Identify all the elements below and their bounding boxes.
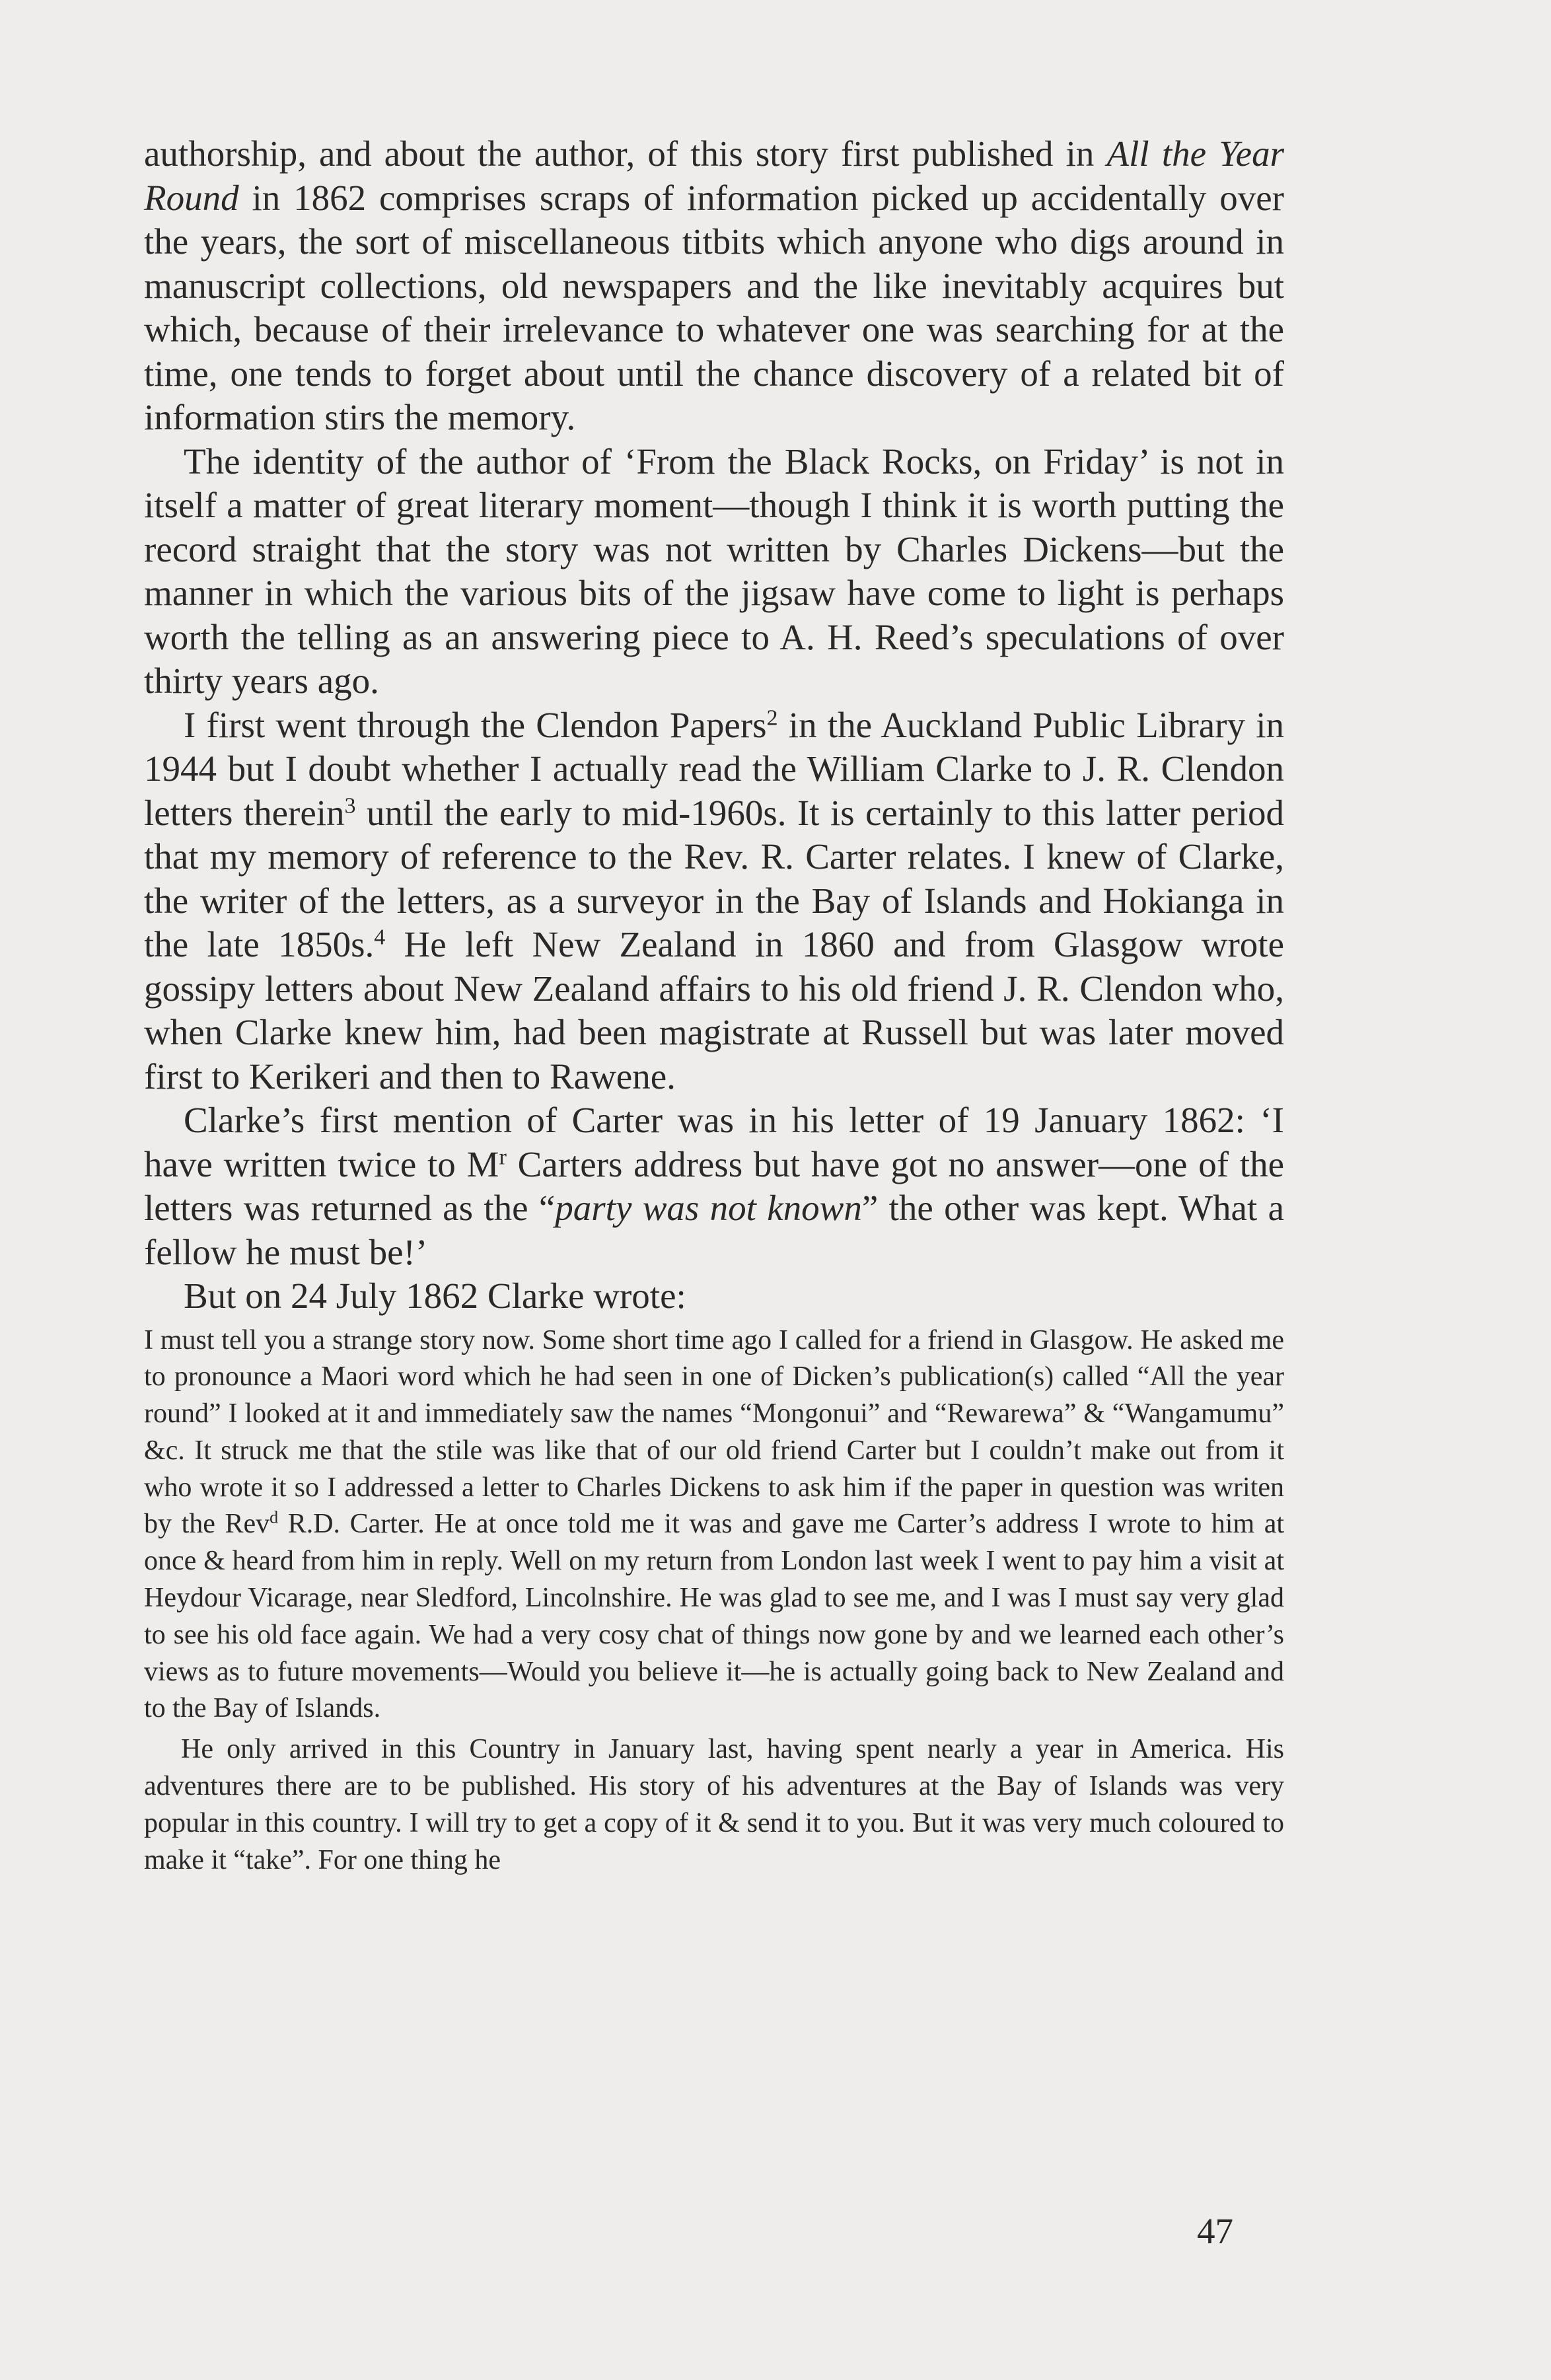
superscript: r xyxy=(499,1144,507,1169)
footnote-marker: 4 xyxy=(374,925,386,950)
page xyxy=(144,132,1284,2312)
text-run: Carters address but have got no answer—one of the letters was returned as the “ xyxy=(144,1143,1284,1228)
block-quote xyxy=(144,1322,1284,1879)
publication-title: All the Year Round xyxy=(144,133,1284,218)
paragraph-1 xyxy=(144,132,1284,440)
paragraph-5: But on 24 July 1862 Clarke wrote: xyxy=(184,1276,686,1316)
quote-paragraph-1 xyxy=(144,1322,1284,1728)
text-run: in the Auckland Public Library in 1944 but I doubt whether I actually read the William Clarke to J. R. Clendon letters therein xyxy=(144,704,1285,833)
quote-paragraph-2: He only arrived in this Country in January last, having spent nearly a year in America. His adventures there are to be published. His story of his adventures at the Bay of Islands was very popular in this country. I will try to get a copy of it & send it to you. But it was very much coloured to make it “take”. For one thing he xyxy=(144,1734,1284,1875)
text-run: authorship, and about the author, of this story first published in xyxy=(144,133,1107,174)
footnote-marker: 2 xyxy=(766,705,778,730)
text-run: in 1862 comprises scraps of information picked up accidentally over the years, the sort of miscellaneous titbits which anyone who digs around in manuscript collections, old newspapers and the like inevitably acquires but which, because of their irrelevance to whatever one was searching for at the time, one tends to forget about until the chance discovery of a related bit of information stirs the memory. xyxy=(144,177,1284,437)
italic-phrase: party was not known xyxy=(555,1188,862,1228)
paragraph-2: The identity of the author of ‘From the Black Rocks, on Friday’ is not in itself a matter of great literary moment—though I think it is worth putting the record straight that the story was not written by Charles Dickens—but the manner in which the various bits of the jigsaw have come to light is perhaps worth the telling as an answering piece to A. H. Reed’s speculations of over thirty years ago. xyxy=(144,441,1284,701)
superscript: d xyxy=(270,1508,279,1528)
text-run: I first went through the Clendon Papers xyxy=(184,704,767,745)
text-run: Clarke’s first mention of Carter was in his letter of 19 January 1862: ‘I have written twice to M xyxy=(144,1100,1284,1184)
text-run: R.D. Carter. He at once told me it was and gave me Carter’s address I wrote to him at once & heard from him in reply. Well on my return from London last week I went to pay him a visit at Heydour Vicarage, near Sledford, Lincolnshire. He was glad to see me, and I was I must say very glad to see his old face again. We had a very cosy chat of things now gone by and we learned each other’s views as to future movements—Would you believe it—he is actually going back to New Zealand and to the Bay of Islands. xyxy=(144,1509,1284,1724)
text-run: ” the other was kept. What a fellow he must be!’ xyxy=(144,1188,1284,1272)
text-run: until the early to mid-1960s. It is certainly to this latter period that my memory of reference to the Rev. R. Carter relates. I knew of Clarke, the writer of the letters, as a surveyor in the Bay of Islands and Hokianga in the late 1850s. xyxy=(144,792,1284,964)
text-run: He left New Zealand in 1860 and from Glasgow wrote gossipy letters about New Zealand affairs to his old friend J. R. Clendon who, when Clarke knew him, had been magistrate at Russell but was later moved first to Kerikeri and then to Rawene. xyxy=(144,924,1285,1097)
paragraph-4 xyxy=(144,1099,1284,1274)
text-run: I must tell you a strange story now. Some short time ago I called for a friend in Glasgow. He asked me to pronounce a Maori word which he had seen in one of Dicken’s publication(s) called “All the year round” I looked at it and immediately saw the names “Mongonui” and “Rewarewa” & “Wangamumu” &c. It struck me that the stile was like that of our old friend Carter but I couldn’t make out from it who wrote it so I addressed a letter to Charles Dickens to ask him if the paper in question was writen by the Rev xyxy=(144,1324,1284,1540)
footnote-marker: 3 xyxy=(344,793,356,818)
page-number: 47 xyxy=(1197,2211,1233,2251)
body-text xyxy=(144,132,1284,1318)
paragraph-3 xyxy=(144,703,1284,1099)
